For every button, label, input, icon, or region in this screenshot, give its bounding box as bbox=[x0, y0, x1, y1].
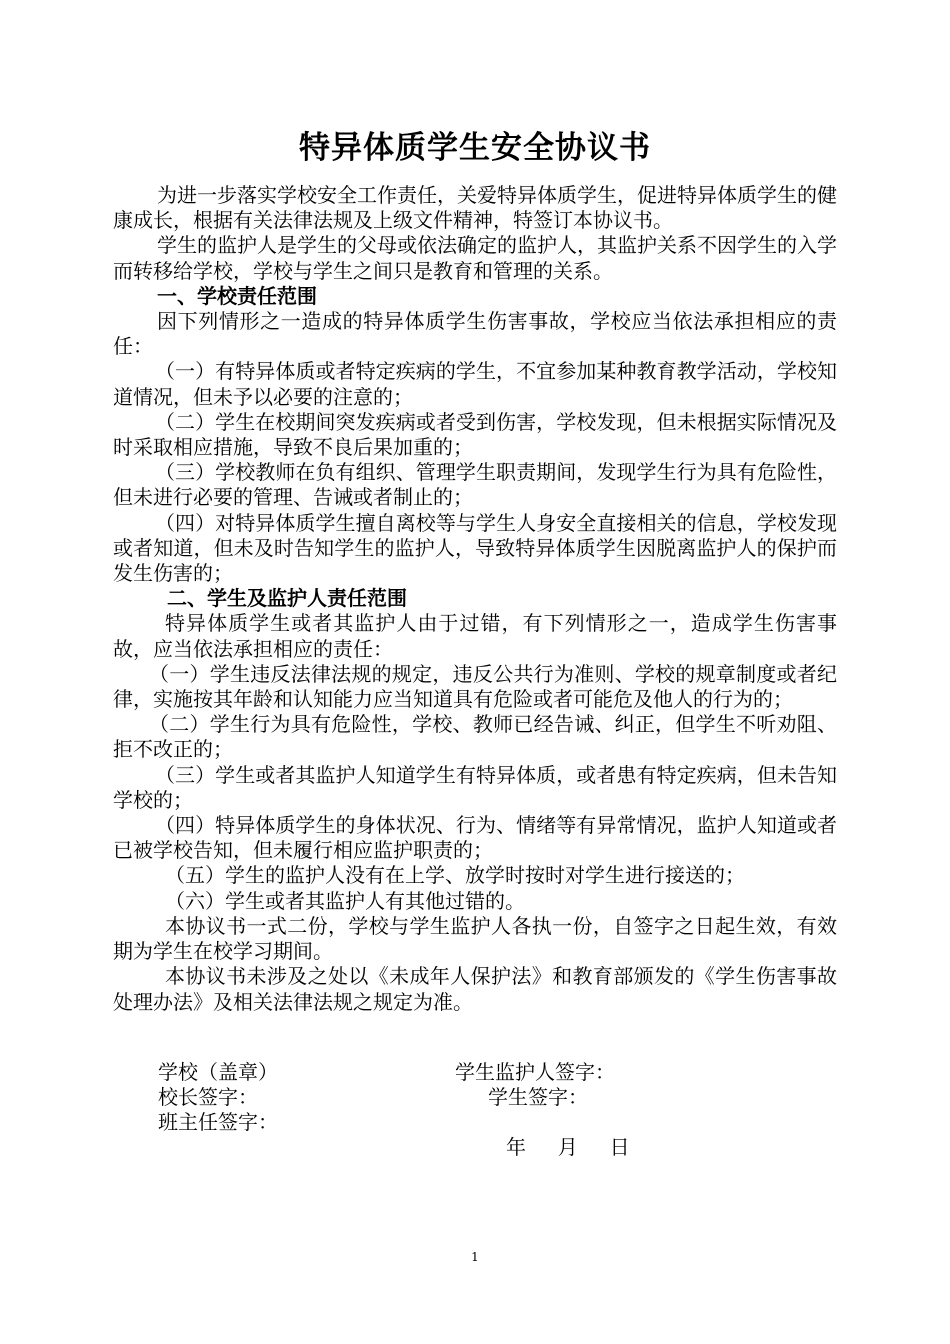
paragraph: 本协议书一式二份，学校与学生监护人各执一份，自签字之日起生效，有效期为学生在校学习期间。 bbox=[113, 913, 837, 964]
paragraph: （四）对特异体质学生擅自离校等与学生人身安全直接相关的信息，学校发现或者知道，但未及时告知学生的监护人，导致特异体质学生因脱离监护人的保护而发生伤害的； bbox=[113, 510, 837, 586]
paragraph: 因下列情形之一造成的特异体质学生伤害事故，学校应当依法承担相应的责任： bbox=[113, 309, 837, 359]
school-seal-label: 学校（盖章） bbox=[158, 1060, 278, 1084]
paragraph: （三）学生或者其监护人知道学生有特异体质，或者患有特定疾病，但未告知学校的； bbox=[113, 762, 837, 812]
teacher-signature-label: 班主任签字： bbox=[158, 1110, 278, 1134]
section-heading: 二、学生及监护人责任范围 bbox=[167, 586, 407, 611]
principal-signature-label: 校长签字： bbox=[158, 1085, 258, 1109]
paragraph: 学生的监护人是学生的父母或依法确定的监护人，其监护关系不因学生的入学而转移给学校，学校与学生之间只是教育和管理的关系。 bbox=[113, 233, 837, 283]
document-title: 特异体质学生安全协议书 bbox=[299, 130, 651, 166]
paragraph: 为进一步落实学校安全工作责任，关爱特异体质学生，促进特异体质学生的健康成长，根据有关法律法规及上级文件精神，特签订本协议书。 bbox=[113, 183, 837, 233]
paragraph: （五）学生的监护人没有在上学、放学时按时对学生进行接送的； bbox=[165, 863, 745, 888]
paragraph: （六）学生或者其监护人有其他过错的。 bbox=[165, 888, 525, 913]
paragraph: （二）学生行为具有危险性，学校、教师已经告诫、纠正，但学生不听劝阻、拒不改正的； bbox=[113, 712, 837, 762]
paragraph: 本协议书未涉及之处以《未成年人保护法》和教育部颁发的《学生伤害事故处理办法》及相关法律法规之规定为准。 bbox=[113, 964, 837, 1014]
section-heading: 一、学校责任范围 bbox=[157, 283, 317, 308]
paragraph: （四）特异体质学生的身体状况、行为、情绪等有异常情况，监护人知道或者已被学校告知，但未履行相应监护职责的； bbox=[113, 813, 837, 863]
paragraph: （一）学生违反法律法规的规定，违反公共行为准则、学校的规章制度或者纪律，实施按其年龄和认知能力应当知道具有危险或者可能危及他人的行为的； bbox=[113, 661, 837, 712]
document-body bbox=[113, 183, 837, 1015]
paragraph: （二）学生在校期间突发疾病或者受到伤害，学校发现，但未根据实际情况及时采取相应措施，导致不良后果加重的； bbox=[113, 409, 837, 460]
paragraph: 特异体质学生或者其监护人由于过错，有下列情形之一，造成学生伤害事故，应当依法承担相应的责任： bbox=[113, 611, 837, 661]
page-number: 1 bbox=[471, 1250, 479, 1264]
paragraph: （三）学校教师在负有组织、管理学生职责期间，发现学生行为具有危险性，但未进行必要的管理、告诫或者制止的； bbox=[113, 460, 837, 510]
guardian-signature-label: 学生监护人签字： bbox=[455, 1060, 615, 1084]
student-signature-label: 学生签字： bbox=[488, 1085, 588, 1109]
paragraph: （一）有特异体质或者特定疾病的学生，不宜参加某种教育教学活动，学校知道情况，但未予以必要的注意的； bbox=[113, 359, 837, 409]
date-label: 年 月 日 bbox=[506, 1135, 630, 1159]
